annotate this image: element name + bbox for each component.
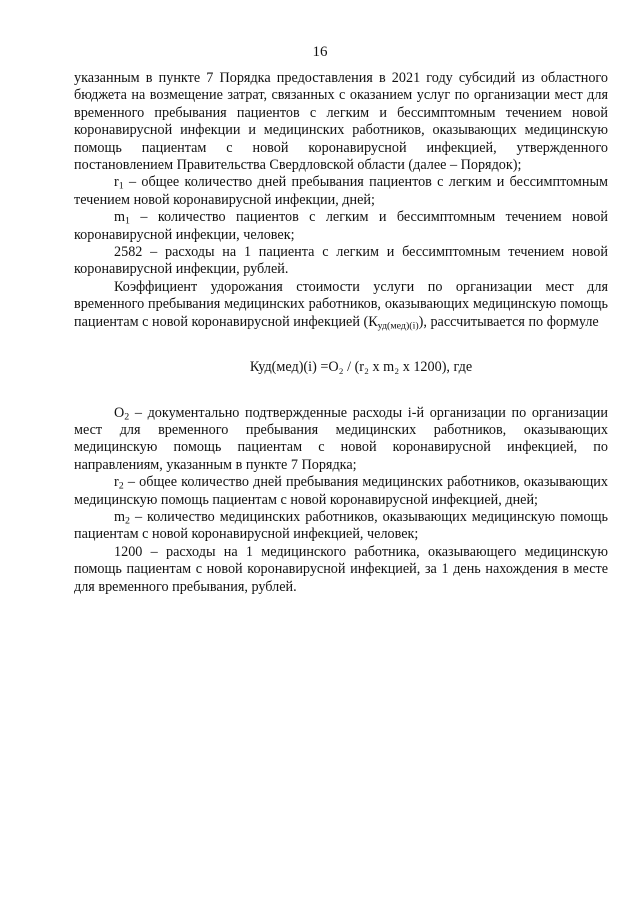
paragraph-continuation: указанным в пункте 7 Порядка предоставления в 2021 году субсидий из областного бюджета на возмещение затрат, связанных с оказанием услуг по организации мест для временного пребывания пациентов с легким и бессимптомным течением новой коронавирусной инфекции и медицинских работников, оказывающих медицинскую помощь пациентам с новой коронавирусной инфекцией, утвержденного постановлением Правительства Свердловской области (далее – Порядок);	[74, 70, 608, 174]
var-subscript: 1	[118, 180, 124, 192]
var-r: r	[114, 174, 119, 191]
page-number: 16	[312, 44, 328, 60]
paragraph-o2-definition	[74, 405, 608, 475]
var-subscript: 2	[124, 410, 130, 422]
definition-text: – общее количество дней пребывания пациентов с легким и бессимптомным течением новой коронавирусной инфекции, дней;	[74, 174, 608, 208]
paragraph-m2-definition	[74, 509, 608, 544]
var-m: m	[114, 209, 126, 226]
definition-text: – количество медицинских работников, оказывающих медицинскую помощь пациентам с новой коронавирусной инфекцией, человек;	[74, 508, 608, 543]
var-subscript: 2	[125, 515, 131, 527]
var-subscript: 2	[118, 480, 124, 492]
var-subscript: 1	[125, 215, 131, 227]
paragraph-1200-definition: 1200 – расходы на 1 медицинского работника, оказывающего медицинскую помощь пациентам с новой коронавирусной инфекцией, за 1 день нахождения в месте для временного пребывания, рублей.	[74, 543, 608, 595]
coefficient-subscript: уд(мед)(i)	[377, 320, 419, 332]
paragraph-coefficient	[74, 279, 608, 331]
coefficient-text: Коэффициент удорожания стоимости услуги по организации мест для временного пребывания медицинских работников, оказывающих медицинскую помощь пациентам с новой коронавирусной инфекцией (К	[74, 278, 608, 330]
var-r: r	[114, 474, 119, 491]
definition-text: – количество пациентов с легким и бессимптомным течением новой коронавирусной инфекции, человек;	[74, 209, 608, 243]
definition-text: – общее количество дней пребывания медицинских работников, оказывающих медицинскую помощь пациентам с новой коронавирусной инфекцией, дней;	[74, 474, 608, 508]
var-o: O	[114, 404, 125, 421]
paragraph-r2-definition	[74, 474, 608, 509]
paragraph-r1-definition	[74, 174, 608, 209]
paragraph-2582-definition: 2582 – расходы на 1 пациента с легким и бессимптомным течением новой коронавирусной инфекции, рублей.	[74, 244, 608, 278]
definition-text: – документально подтвержденные расходы i-й организации по организации мест для временного пребывания медицинских работников, оказывающих медицинскую помощь пациентам с новой коронавирусной инфекцией, по направлениям, указанным в пункте 7 Порядка;	[74, 404, 608, 473]
formula: Куд(мед)(i) =O₂ / (r₂ x m₂ x 1200), где	[249, 359, 473, 376]
document-body	[74, 70, 608, 596]
var-m: m	[114, 508, 126, 525]
paragraph-m1-definition	[74, 209, 608, 244]
coefficient-text-end: ), рассчитывается по формуле	[418, 313, 599, 330]
